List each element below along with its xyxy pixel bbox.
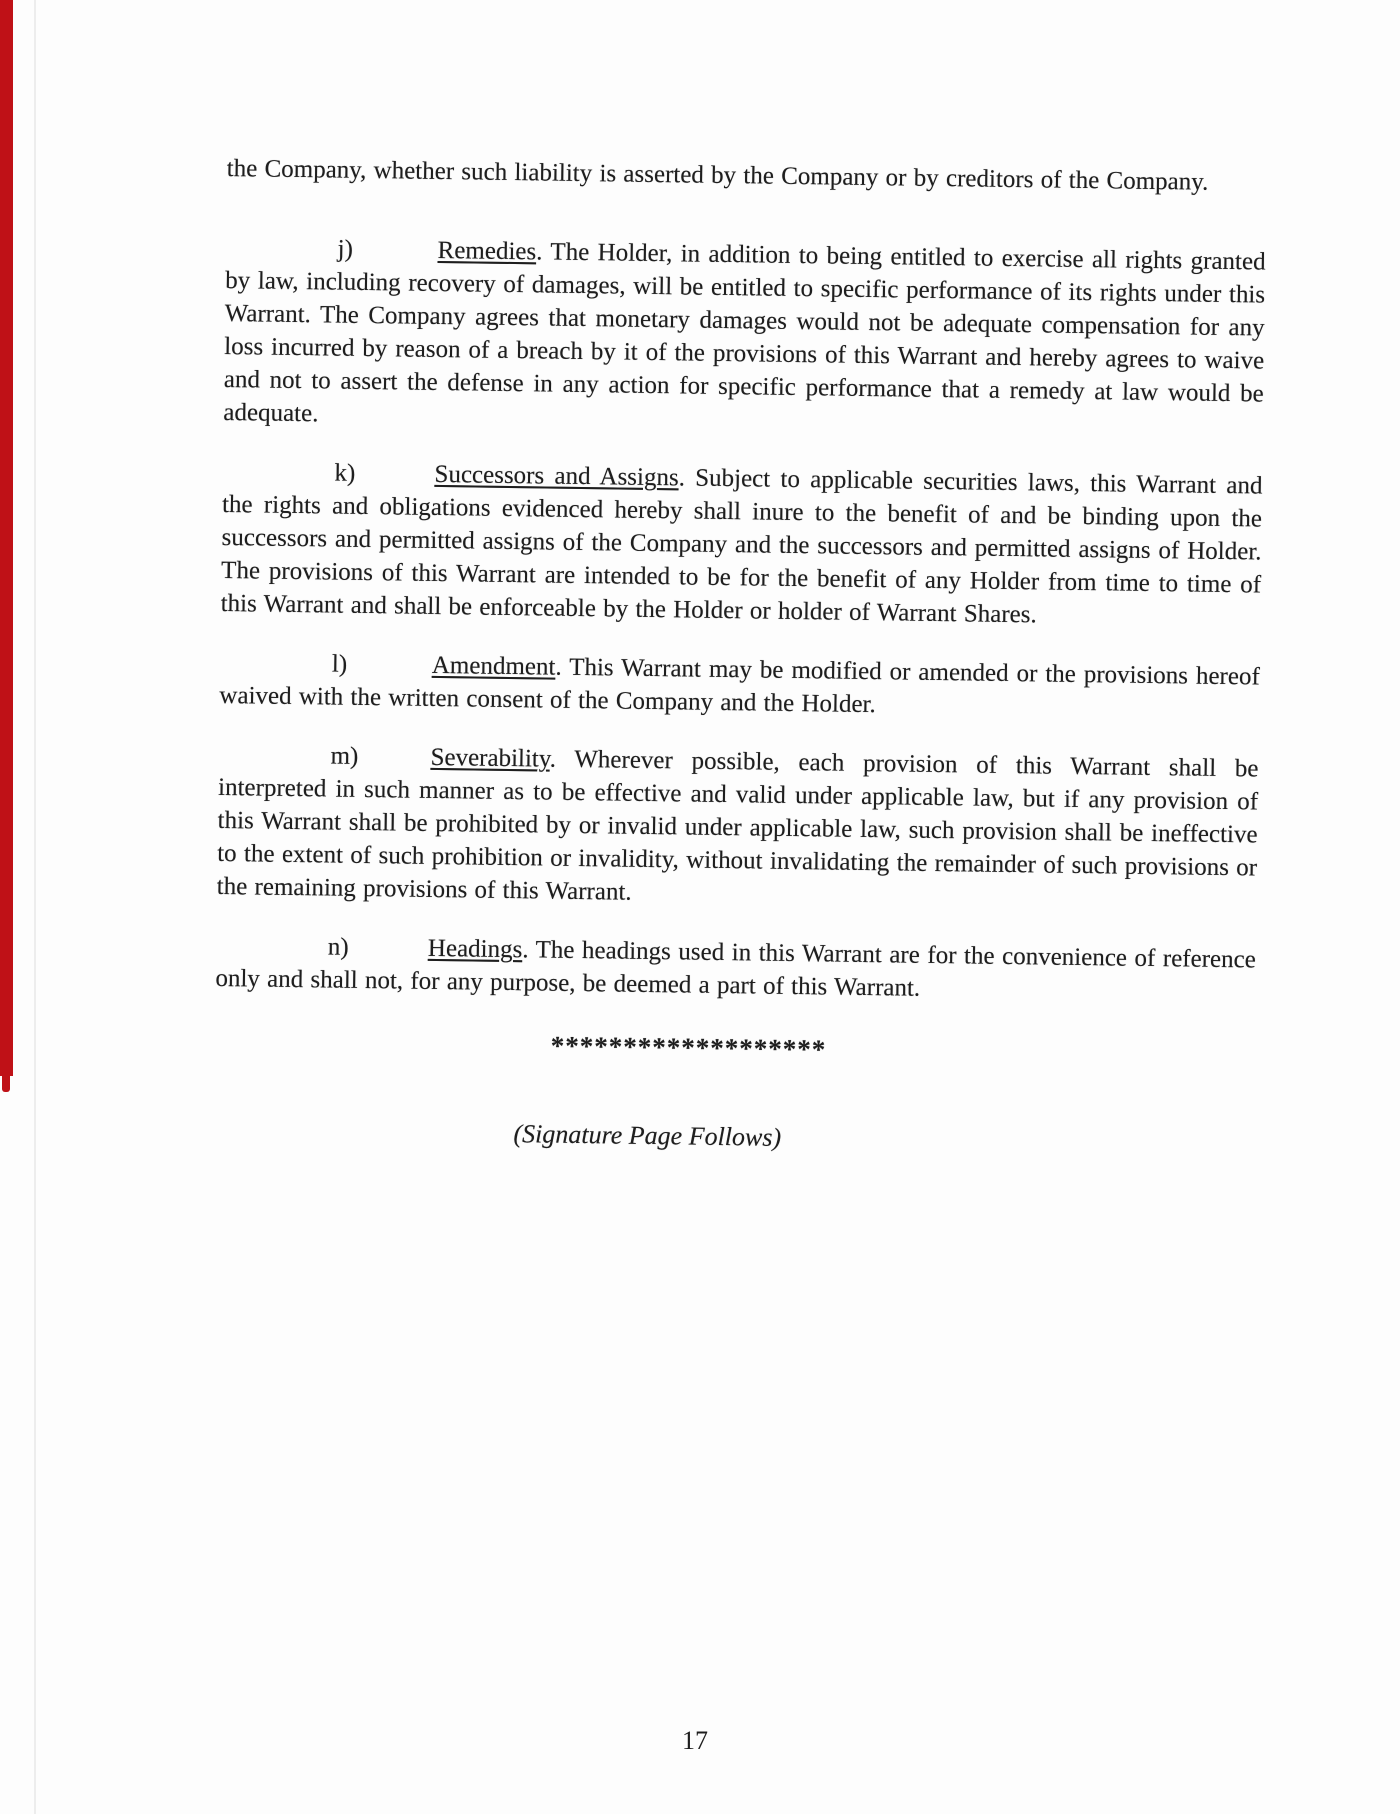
paragraph-l-amendment: [219, 646, 1260, 727]
paragraph-n-headings: [215, 929, 1256, 1010]
scan-line-artifact: [34, 0, 36, 1814]
paragraph-j-remedies: [223, 231, 1266, 444]
paragraph-heading: Severability: [430, 743, 550, 773]
asterisk-separator: *******************: [550, 1030, 827, 1065]
signature-page-note: (Signature Page Follows): [513, 1119, 782, 1152]
paragraph-text: . This Warrant may be modified or amended or the provisions hereof waived with the written consent of the Company and the Holder.: [219, 653, 1260, 719]
document-body: [213, 152, 1267, 1160]
paragraph-text: . The headings used in this Warrant are for the convenience of reference only and shall not, for any purpose, be deemed a part of this Warrant.: [215, 936, 1257, 1002]
paragraph-letter-label: l): [331, 650, 348, 678]
paragraph-letter-label: n): [327, 933, 349, 961]
page-number: 17: [682, 1726, 708, 1755]
paragraph-letter-label: k): [334, 459, 356, 487]
first-line-indent: [226, 255, 338, 257]
paragraph-intro-fragment: the Company, whether such liability is asserted by the Company or by creditors of the Company.: [226, 154, 1209, 196]
paragraph-text: . Subject to applicable securities laws, this Warrant and the rights and obligations evidenced hereby shall inure to the benefit of and be binding upon the successors and permitted assigns of the Company and the successors and permitted assigns of Holder. The provisions of this Warrant are intended to be for the benefit of any Holder from time to time of this Warrant and shall be enforceable by the Holder or holder of Warrant Shares.: [220, 464, 1263, 629]
paragraph-letter-label: j): [337, 235, 354, 263]
scan-edge-artifact: [0, 0, 13, 1076]
paragraph-k-successors-and-assigns: [220, 455, 1262, 635]
paragraph-heading: Headings: [427, 934, 523, 964]
paragraph-heading: Amendment: [431, 651, 556, 681]
first-line-indent: [220, 670, 332, 672]
scan-edge-artifact-tail: [2, 1076, 10, 1092]
paragraph-letter-label: m): [330, 742, 359, 770]
first-line-indent: [216, 953, 328, 955]
paragraph-m-severability: [217, 738, 1259, 918]
first-line-indent: [222, 479, 334, 481]
paragraph-heading: Remedies: [437, 236, 537, 266]
paragraph-heading: Successors and Assigns: [434, 460, 679, 492]
first-line-indent: [218, 762, 330, 764]
paragraph-text: . Wherever possible, each provision of this Warrant shall be interpreted in such manner as to be effective and valid under applicable law, but if any provision of this Warrant shall be prohibited by or invalid under applicable law, such provision shall be ineffective to the extent of such prohibition or invalidity, without invalidating the remainder of such provisions or the remaining provisions of this Warrant.: [216, 745, 1259, 906]
paragraph-text: . The Holder, in addition to being entitled to exercise all rights granted by law, including recovery of damages, will be entitled to specific performance of its rights under this Warrant. The Company agrees that monetary damages would not be adequate compensation for any loss incurred by reason of a breach by it of the provisions of this Warrant and hereby agrees to waive and not to assert the defense in any action for specific performance that a remedy at law would be adequate.: [223, 238, 1266, 428]
